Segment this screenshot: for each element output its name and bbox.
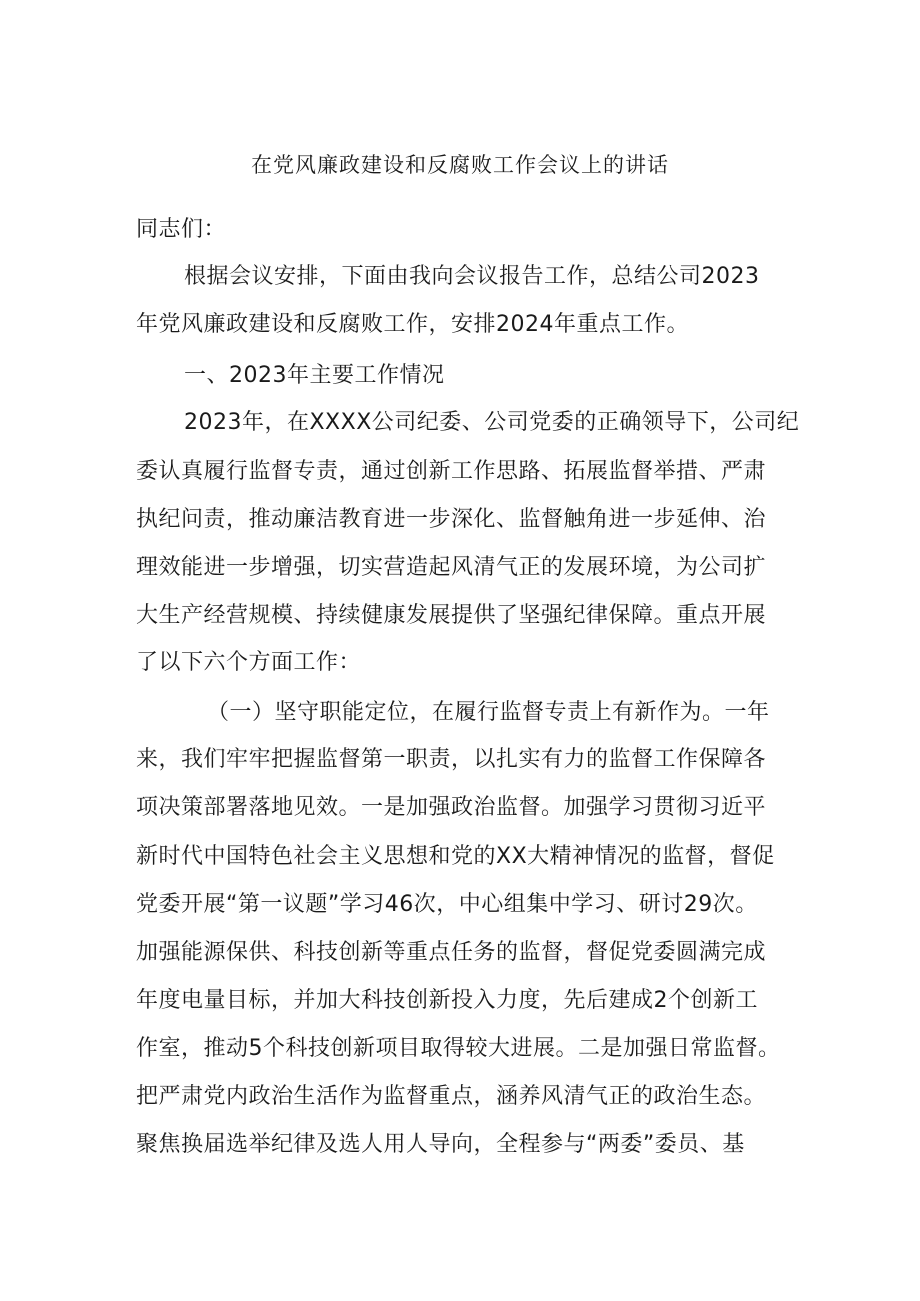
paragraph-line: 了以下六个方面工作： (136, 650, 362, 675)
paragraph-line: 作室，推动5个科技创新项目取得较大进展。二是加强日常监督。 (136, 1036, 781, 1061)
paragraph-line: 年度电量目标，并加大科技创新投入力度，先后建成2个创新工 (136, 988, 758, 1013)
salutation: 同志们： (136, 217, 227, 242)
paragraph-line: 大生产经营规模、持续健康发展提供了坚强纪律保障。重点开展 (136, 603, 767, 628)
paragraph-line: 理效能进一步增强，切实营造起风清气正的发展环境，为公司扩 (136, 555, 767, 580)
document-title: 在党风廉政建设和反腐败工作会议上的讲话 (251, 153, 669, 177)
paragraph-line: 党委开展“第一议题”学习46次，中心组集中学习、研讨29次。 (136, 892, 758, 917)
paragraph-line: 根据会议安排，下面由我向会议报告工作，总结公司2023 (184, 264, 760, 289)
paragraph-line: 加强能源保供、科技创新等重点任务的监督，督促党委圆满完成 (136, 940, 767, 965)
paragraph-line: 把严肃党内政治生活作为监督重点，涵养风清气正的政治生态。 (136, 1084, 767, 1109)
paragraph-line: 项决策部署落地见效。一是加强政治监督。加强学习贯彻习近平 (136, 795, 767, 820)
paragraph-line: 来，我们牢牢把握监督第一职责，以扎实有力的监督工作保障各 (136, 747, 767, 772)
paragraph-line: 新时代中国特色社会主义思想和党的XX大精神情况的监督，督促 (136, 844, 775, 869)
paragraph-line: 执纪问责，推动廉洁教育进一步深化、监督触角进一步延伸、治 (136, 507, 767, 532)
paragraph-line: 2023年，在XXXX公司纪委、公司党委的正确领导下，公司纪 (184, 410, 800, 435)
subsection-heading-line: （一）坚守职能定位，在履行监督专责上有新作为。一年 (207, 700, 770, 725)
paragraph-line: 年党风廉政建设和反腐败工作，安排2024年重点工作。 (136, 312, 689, 337)
paragraph-line: 委认真履行监督专责，通过创新工作思路、拓展监督举措、严肃 (136, 459, 767, 484)
paragraph-line: 聚焦换届选举纪律及选人用人导向，全程参与“两委”委员、基 (136, 1132, 745, 1157)
section-heading: 一、2023年主要工作情况 (184, 363, 445, 388)
